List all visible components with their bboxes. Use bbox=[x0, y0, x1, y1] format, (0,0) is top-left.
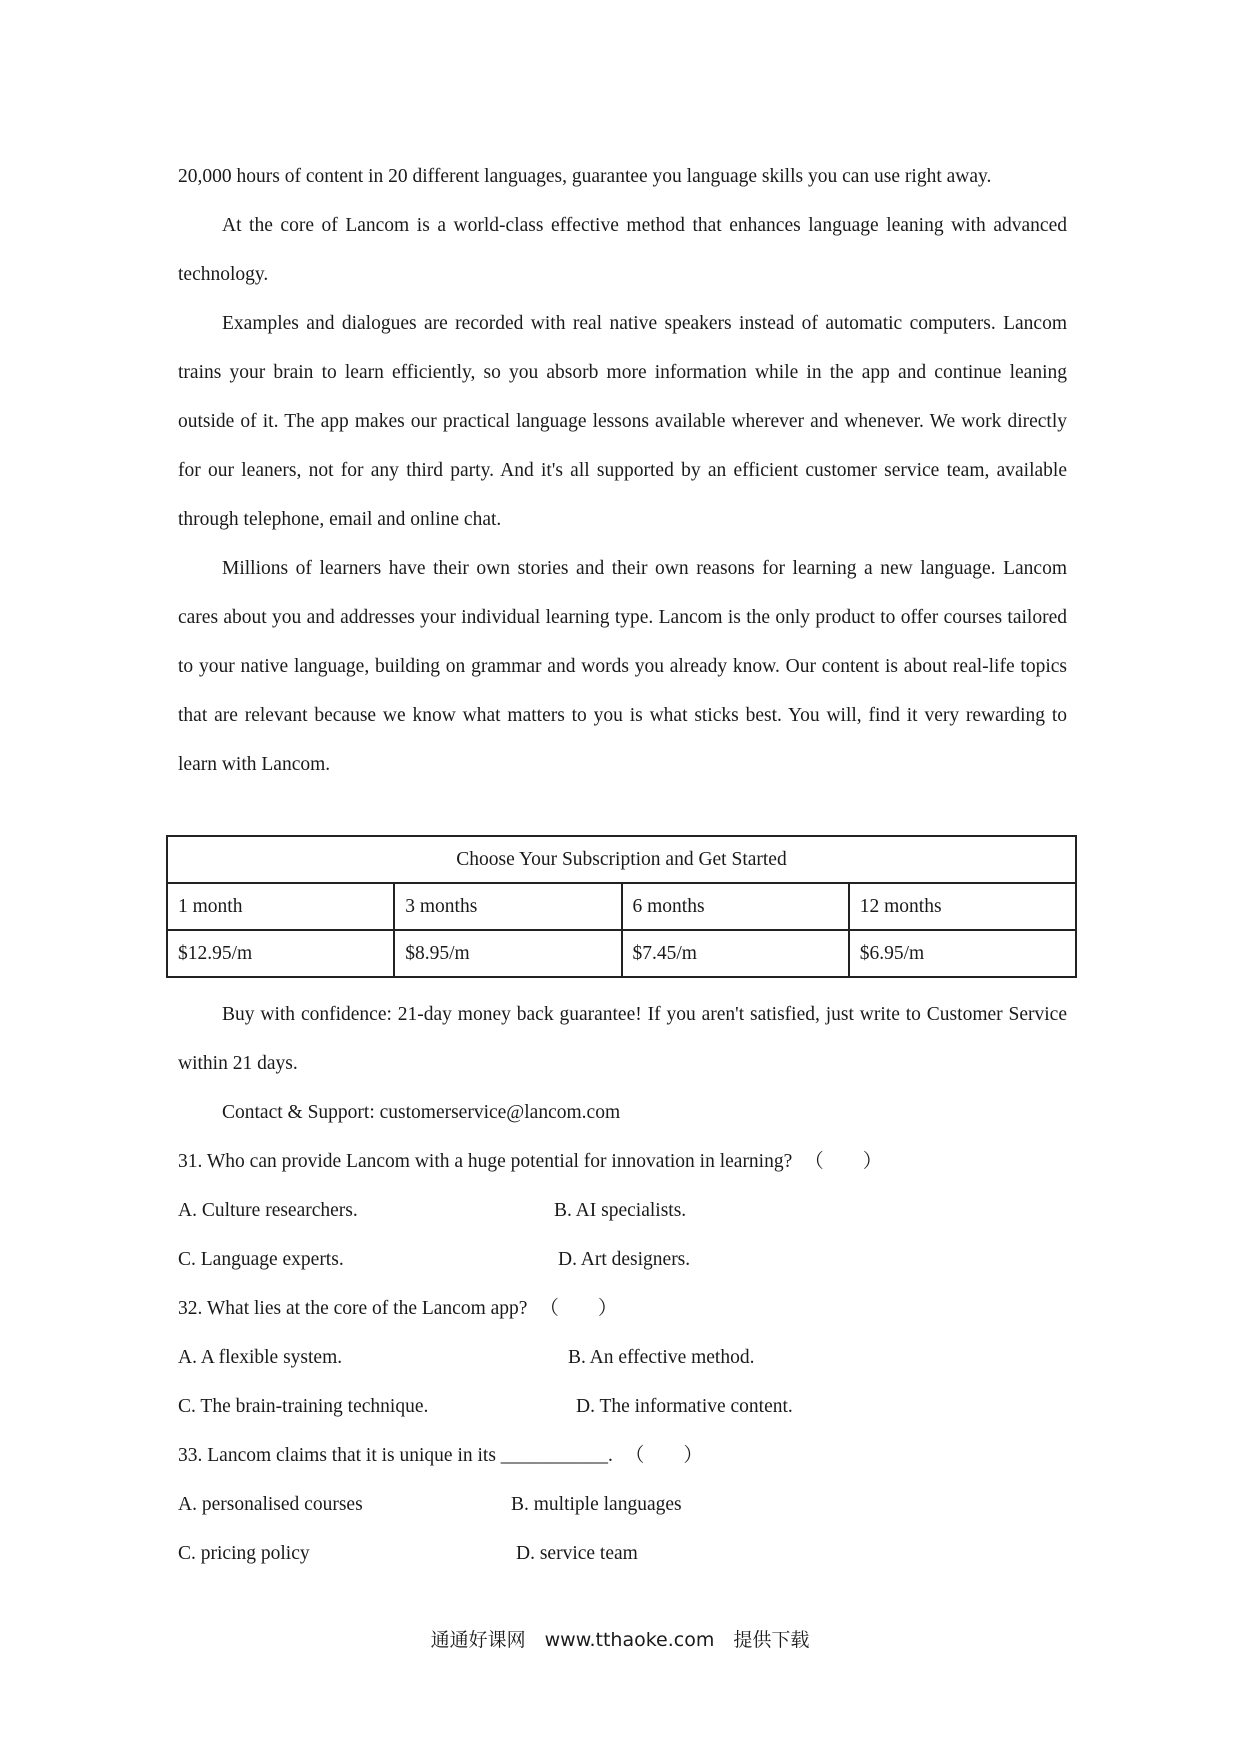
plan-cell: 1 month bbox=[167, 883, 394, 930]
price-cell: $6.95/m bbox=[849, 930, 1076, 977]
answer-blank: （ ） bbox=[804, 1151, 883, 1172]
option-c: C. Language experts. bbox=[178, 1249, 344, 1270]
question-31 bbox=[178, 1137, 1067, 1186]
option-d: D. service team bbox=[516, 1543, 638, 1564]
plan-cell: 6 months bbox=[622, 883, 849, 930]
plan-cell: 12 months bbox=[849, 883, 1076, 930]
reading-passage bbox=[178, 152, 1067, 789]
price-cell: $12.95/m bbox=[167, 930, 394, 977]
passage-paragraph-3: Examples and dialogues are recorded with real native speakers instead of automatic computers. Lancom trains your brain to learn efficiently, so you absorb more information while in the app and continue leaning outside of it. The app makes our practical language lessons available wherever and whenever. We work directly for our leaners, not for any third party. And it's all supported by an efficient customer service team, available through telephone, email and online chat. bbox=[178, 313, 1067, 530]
page-footer: 通通好课网 www.tthaoke.com 提供下载 bbox=[430, 1629, 810, 1651]
option-c: C. The brain-training technique. bbox=[178, 1396, 429, 1417]
subscription-title-row bbox=[167, 836, 1076, 883]
question-33 bbox=[178, 1431, 1067, 1480]
options-row bbox=[178, 1480, 1067, 1529]
option-d: D. Art designers. bbox=[558, 1249, 691, 1270]
plan-cell: 3 months bbox=[394, 883, 621, 930]
price-cell: $7.45/m bbox=[622, 930, 849, 977]
question-stem: 33. Lancom claims that it is unique in its ___________. bbox=[178, 1445, 613, 1466]
option-b: B. multiple languages bbox=[511, 1494, 682, 1515]
passage-paragraph-4: Millions of learners have their own stories and their own reasons for learning a new language. Lancom cares about you and addresses your individual learning type. Lancom is the only product to offer courses tailored to your native language, building on grammar and words you already know. Our content is about real-life topics that are relevant because we know what matters to you is what sticks best. You will, find it very rewarding to learn with Lancom. bbox=[178, 558, 1067, 775]
option-a: A. A flexible system. bbox=[178, 1347, 343, 1368]
subscription-title: Choose Your Subscription and Get Started bbox=[167, 836, 1076, 883]
price-cell: $8.95/m bbox=[394, 930, 621, 977]
plan-row bbox=[167, 883, 1076, 930]
answer-blank: （ ） bbox=[539, 1298, 618, 1319]
guarantee-text: Buy with confidence: 21-day money back guarantee! If you aren't satisfied, just write to Customer Service within 21 days. bbox=[178, 1004, 1067, 1074]
question-32 bbox=[178, 1284, 1067, 1333]
option-c: C. pricing policy bbox=[178, 1543, 310, 1564]
questions-section bbox=[178, 990, 1067, 1578]
answer-blank: （ ） bbox=[624, 1445, 703, 1466]
option-b: B. An effective method. bbox=[568, 1347, 755, 1368]
option-d: D. The informative content. bbox=[576, 1396, 793, 1417]
option-a: A. Culture researchers. bbox=[178, 1200, 358, 1221]
price-row bbox=[167, 930, 1076, 977]
option-a: A. personalised courses bbox=[178, 1494, 363, 1515]
question-stem: 32. What lies at the core of the Lancom app? bbox=[178, 1298, 528, 1319]
options-row bbox=[178, 1529, 1067, 1578]
contact-text: Contact & Support: customerservice@lancom.com bbox=[222, 1102, 621, 1123]
options-row bbox=[178, 1186, 1067, 1235]
option-b: B. AI specialists. bbox=[554, 1200, 687, 1221]
question-stem: 31. Who can provide Lancom with a huge potential for innovation in learning? bbox=[178, 1151, 793, 1172]
passage-paragraph-2: At the core of Lancom is a world-class effective method that enhances language leaning with advanced technology. bbox=[178, 215, 1067, 285]
options-row bbox=[178, 1235, 1067, 1284]
passage-paragraph-1: 20,000 hours of content in 20 different languages, guarantee you language skills you can use right away. bbox=[178, 166, 992, 187]
subscription-table bbox=[166, 835, 1077, 978]
options-row bbox=[178, 1382, 1067, 1431]
options-row bbox=[178, 1333, 1067, 1382]
